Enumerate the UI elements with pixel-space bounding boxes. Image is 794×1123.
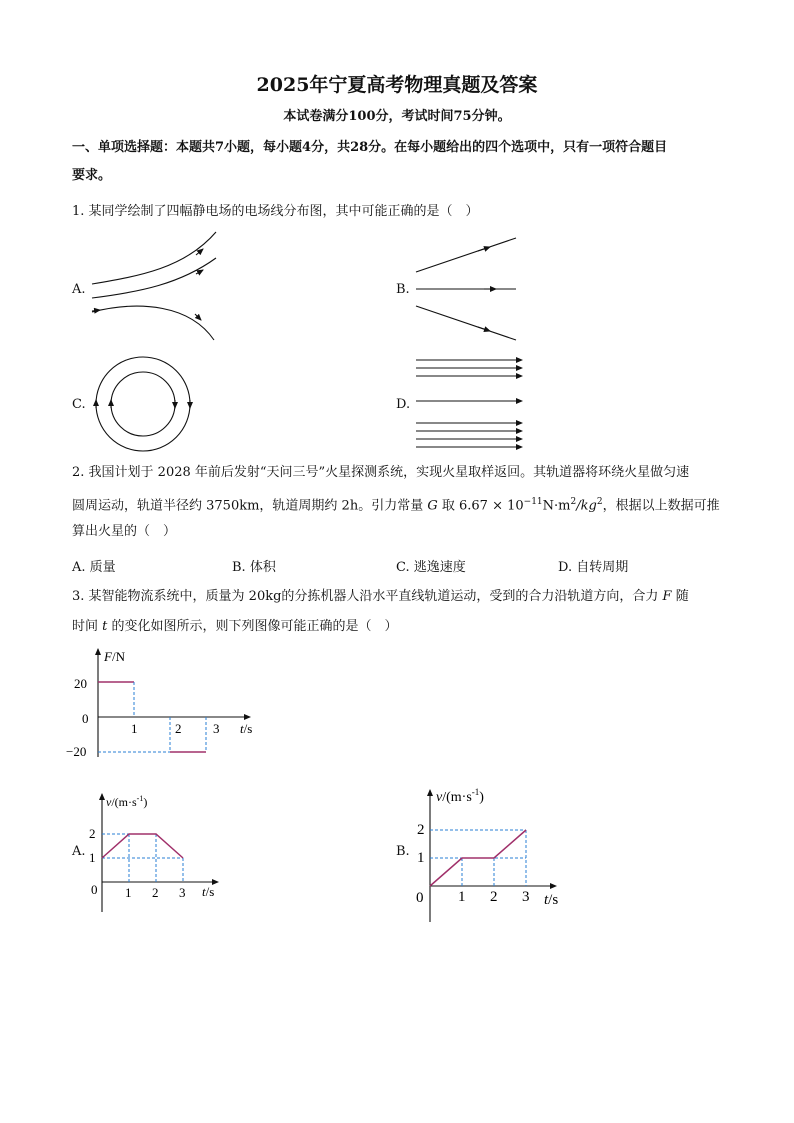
q1-stem: 1. 某同学绘制了四幅静电场的电场线分布图，其中可能正确的是（ ）: [72, 204, 479, 219]
va-y-tick-2: 2: [89, 826, 96, 841]
va-x-label: t/s: [202, 884, 215, 899]
velocity-graph-a: [84, 788, 234, 914]
q2-option-b: B. 体积: [232, 560, 276, 575]
va-x-tick-1: 1: [125, 885, 132, 900]
section-heading: 一、单项选择题：本题共7小题，每小题4分，共28分。在每小题给出的四个选项中，只有一项符合题目: [72, 140, 668, 155]
q2-option-c: C. 逃逸速度: [396, 560, 466, 575]
diagram-b: [416, 238, 516, 340]
va-y-tick-1: 1: [89, 850, 96, 865]
q2-stem-line1: 2. 我国计划于 2028 年前后发射“天问三号”火星探测系统，实现火星取样返回。其轨道器将环绕火星做匀速: [72, 465, 690, 480]
diagram-d: [416, 360, 522, 447]
va-velocity-line: [102, 834, 183, 858]
force-x-tick-3: 3: [213, 721, 220, 736]
q3-option-b-label: B.: [396, 844, 410, 859]
q3-stem-line2: 时间 t 的变化如图所示，则下列图像可能正确的是（ ）: [72, 619, 398, 634]
force-y-label: F/N: [104, 649, 125, 664]
vb-y-tick-1: 1: [417, 850, 425, 866]
vb-y-tick-2: 2: [417, 822, 425, 838]
q3-option-a-label: A.: [72, 844, 86, 859]
q1-option-a-label: A.: [72, 282, 86, 297]
vb-x-tick-2: 2: [490, 889, 498, 905]
q2-option-a: A. 质量: [72, 560, 116, 575]
va-x-tick-3: 3: [179, 885, 186, 900]
q1-option-d-label: D.: [396, 397, 411, 412]
force-y-tick-20: 20: [74, 676, 87, 691]
vb-x-tick-3: 3: [522, 889, 530, 905]
force-origin-label: 0: [82, 711, 89, 726]
vb-x-label: t/s: [544, 892, 559, 908]
vb-y-label: $v/(m\cdot s^{-1})$: [436, 787, 484, 805]
q2-option-d: D. 自转周期: [558, 560, 629, 575]
velocity-graph-b: [410, 782, 575, 928]
section-heading-cont: 要求。: [72, 168, 112, 183]
force-x-tick-2: 2: [175, 721, 182, 736]
vb-x-tick-1: 1: [458, 889, 466, 905]
q1-option-c-label: C.: [72, 397, 86, 412]
q3-stem-line1: 3. 某智能物流系统中，质量为 20kg的分拣机器人沿水平直线轨道运动，受到的合力沿轨道方向，合力 F 随: [72, 589, 689, 604]
va-y-label: $v/(m\cdot s^{-1})$: [106, 794, 148, 809]
q1-option-b-label: B.: [396, 282, 410, 297]
q2-stem-line3: 算出火星的（ ）: [72, 524, 177, 539]
force-x-tick-1: 1: [131, 721, 138, 736]
force-y-tick-neg20: −20: [66, 744, 87, 759]
force-x-label: t/s: [240, 721, 253, 736]
q2-stem-line2: 圆周运动，轨道半径约 3750km，轨道周期约 2h。引力常量 G 取 $6.67 \times 10^{-11}N\cdot m^2/kg^2$，根据以上数据可推: [72, 497, 720, 514]
exam-info: 本试卷满分100分，考试时间75分钟。: [283, 109, 511, 124]
vb-origin: 0: [416, 890, 424, 906]
va-x-tick-2: 2: [152, 885, 159, 900]
page-title: 2025年宁夏高考物理真题及答案: [256, 74, 538, 96]
diagram-a: [92, 232, 216, 340]
diagram-c: [96, 357, 190, 451]
force-time-graph: [60, 645, 280, 765]
va-origin: 0: [91, 882, 98, 897]
